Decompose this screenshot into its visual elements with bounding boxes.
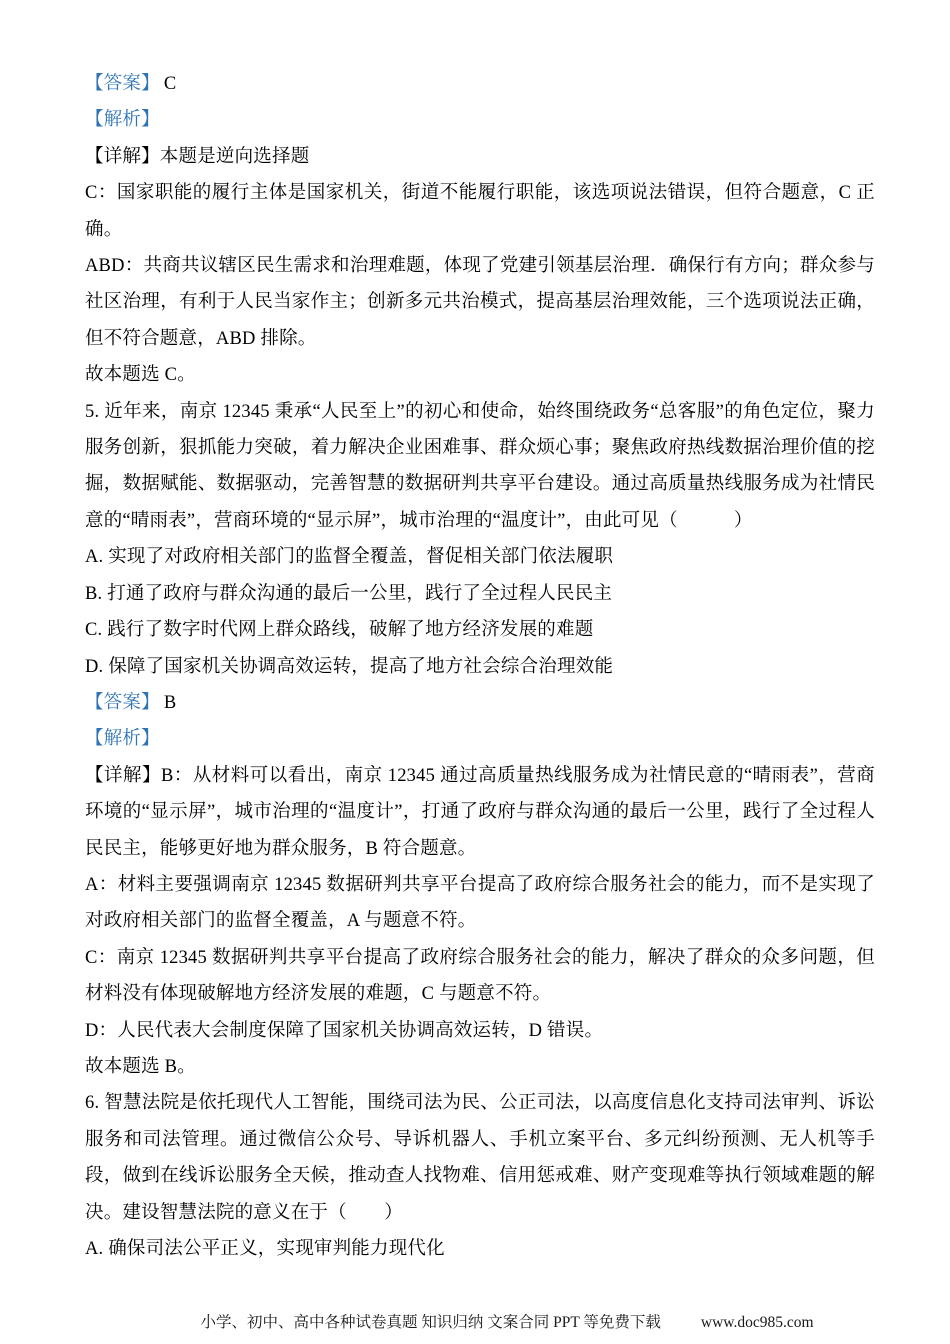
page-footer xyxy=(32,1310,950,1332)
q6-option-a: A. 确保司法公平正义，实现审判能力现代化 xyxy=(85,1239,445,1259)
q5-detail-d: D：人民代表大会制度保障了国家机关协调高效运转，D 错误。 xyxy=(85,1020,604,1041)
footer-promo-text: 小学、初中、高中各种试卷真题 知识归纳 文案合同 PPT 等免费下载 xyxy=(200,1314,661,1331)
q6-stem: 6. 智慧法院是依托现代人工智能，围绕司法为民、公正司法，以高度信息化支持司法审判、诉讼服务和司法管理。通过微信公众号、导诉机器人、手机立案平台、多元纠纷预测、无人机等手段，做到在线诉讼服务全天候，推动查人找物难、信用惩戒难、财产变现难等执行领域难题的解决。建设智慧法院的意义在于（ ） xyxy=(85,1093,875,1223)
document-content xyxy=(85,66,875,1267)
q4-answer-value: C xyxy=(163,74,177,94)
q4-explanation-abd: ABD：共商共议辖区民生需求和治理难题，体现了党建引领基层治理．确保行有方向；群众参与社区治理，有利于人民当家作主；创新多元共治模式，提高基层治理效能，三个选项说法正确，但不符合题意，ABD 排除。 xyxy=(85,256,875,349)
q5-detail-c: C：南京 12345 数据研判共享平台提高了政府综合服务社会的能力，解决了群众的众多问题，但材料没有体现破解地方经济发展的难题，C 与题意不符。 xyxy=(85,947,875,1005)
q4-conclusion: 故本题选 C。 xyxy=(85,365,196,386)
q4-detail-paragraph: 【详解】本题是逆向选择题 xyxy=(85,146,310,167)
q5-detail-b: 【详解】B：从材料可以看出，南京 12345 通过高质量热线服务成为社情民意的“晴雨表”，营商环境的“显示屏”，城市治理的“温度计”，打通了政府与群众沟通的最后一公里，践行了全过程人民民主，能够更好地为群众服务，B 符合题意。 xyxy=(85,765,875,859)
q4-answer-label: 【答案】 xyxy=(85,74,160,94)
q5-answer-line xyxy=(85,685,875,721)
q5-option-a: A. 实现了对政府相关部门的监督全覆盖，督促相关部门依法履职 xyxy=(85,547,614,568)
q5-option-b: B. 打通了政府与群众沟通的最后一公里，践行了全过程人民民主 xyxy=(85,583,613,604)
q4-analysis-label: 【解析】 xyxy=(85,110,160,131)
q5-answer-value: B xyxy=(163,692,177,713)
q5-detail-a: A：材料主要强调南京 12345 数据研判共享平台提高了政府综合服务社会的能力，而不是实现了对政府相关部门的监督全覆盖，A 与题意不符。 xyxy=(85,874,875,932)
q5-analysis-line xyxy=(85,721,875,757)
q5-stem: 5. 近年来，南京 12345 秉承“人民至上”的初心和使命，始终围绕政务“总客服”的角色定位，聚力服务创新，狠抓能力突破，着力解决企业困难事、群众烦心事；聚焦政府热线数据治理价值的挖掘，数据赋能、数据驱动，完善智慧的数据研判共享平台建设。通过高质量热线服务成为社情民意的“晴雨表”，营商环境的“显示屏”，城市治理的“温度计”，由此可见（ ） xyxy=(85,401,875,531)
footer-site-link[interactable]: www.doc985.com xyxy=(700,1314,814,1331)
q4-analysis-line xyxy=(85,102,875,138)
q5-conclusion: 故本题选 B。 xyxy=(85,1056,196,1077)
q5-answer-label: 【答案】 xyxy=(85,692,160,713)
q5-analysis-label: 【解析】 xyxy=(85,729,160,750)
q4-answer-line xyxy=(85,66,875,102)
q5-option-d: D. 保障了国家机关协调高效运转，提高了地方社会综合治理效能 xyxy=(85,656,614,677)
q4-explanation-c: C：国家职能的履行主体是国家机关，街道不能履行职能，该选项说法错误，但符合题意，C 正确。 xyxy=(85,183,875,240)
q5-option-c: C. 践行了数字时代网上群众路线，破解了地方经济发展的难题 xyxy=(85,620,594,641)
